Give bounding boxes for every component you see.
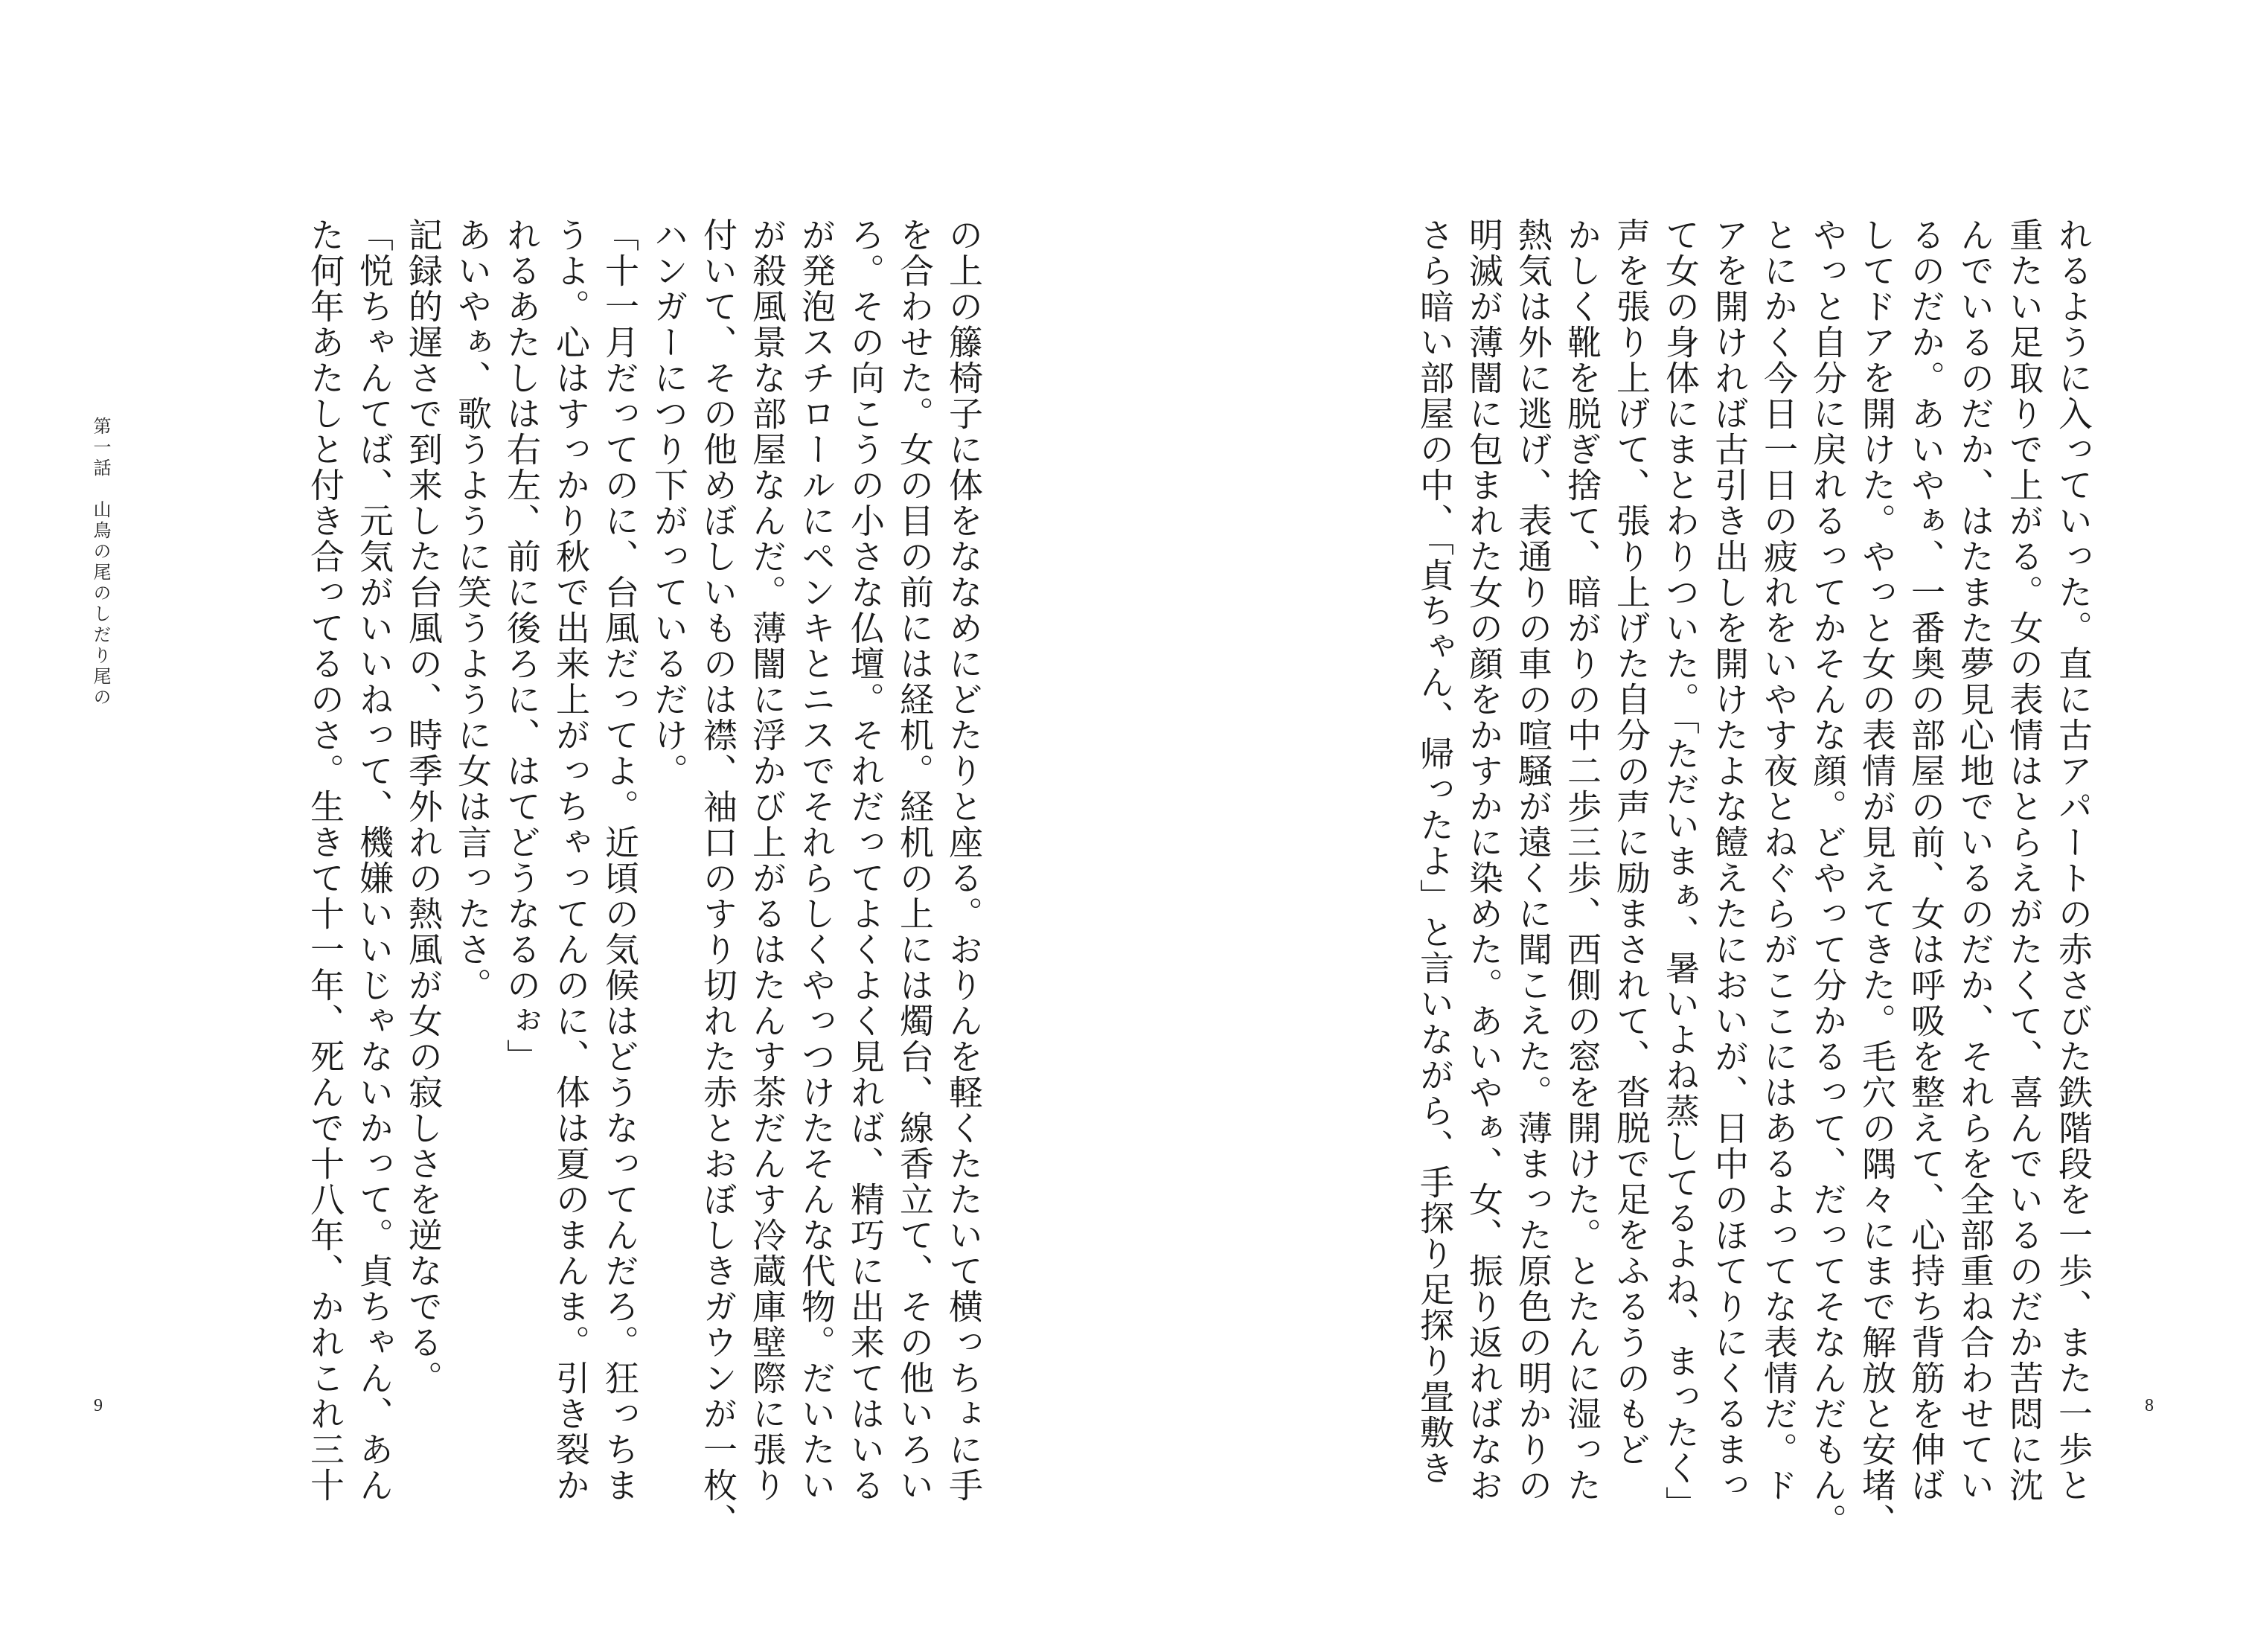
text-column: れるあたしは右左、前に後ろに、はてどうなるのぉ」 bbox=[502, 217, 542, 1075]
text-column: 記録的遅さで到来した台風の、時季外れの熱風が女の寂しさを逆なでる。 bbox=[403, 217, 444, 1396]
text-column: るのだか。あいやぁ、一番奥の部屋の前、女は呼吸を整えて、心持ち背筋を伸ば bbox=[1906, 217, 1946, 1503]
text-column: の上の籐椅子に体をななめにどたりと座る。おりんを軽くたたいて横っちょに手 bbox=[944, 217, 984, 1503]
text-column: かしく靴を脱ぎ捨て、暗がりの中二歩三歩、西側の窓を開けた。とたんに湿った bbox=[1562, 217, 1602, 1503]
text-column: さら暗い部屋の中、「貞ちゃん、帰ったよ」と言いながら、手探り足探り畳敷き bbox=[1415, 217, 1455, 1486]
text-column: あいやぁ、歌うように笑うように女は言ったさ。 bbox=[452, 217, 493, 1003]
text-column: た何年あたしと付き合ってるのさ。生きて十一年、死んで十八年、かれこれ三十 bbox=[305, 217, 345, 1503]
text-column: ろ。その向こうの小さな仏壇。それだってよくよく見れば、精巧に出来てはいる bbox=[845, 217, 886, 1503]
text-column: 明滅が薄闇に包まれた女の顔をかすかに染めた。あいやぁ、女、振り返ればなお bbox=[1464, 217, 1504, 1503]
text-column: ハンガーにつり下がっているだけ。 bbox=[649, 217, 689, 789]
text-column: うよ。心はすっかり秋で出来上がっちゃってんのに、体は夏のまんま。引き裂か bbox=[551, 217, 591, 1503]
left-page-body bbox=[207, 217, 988, 1539]
text-column: 付いて、その他めぼしいものは襟、袖口のすり切れた赤とおぼしきガウンが一枚、 bbox=[698, 217, 738, 1539]
text-column: んでいるのだか、はたまた夢見心地でいるのだか、それらを全部重ね合わせてい bbox=[1955, 217, 1995, 1503]
text-column: が発泡スチロールにペンキとニスでそれらしくやっつけたそんな代物。だいたい bbox=[796, 217, 836, 1503]
text-column: れるように入っていった。直に古アパートの赤さびた鉄階段を一歩、また一歩と bbox=[2053, 217, 2093, 1503]
page-number: 8 bbox=[2145, 1396, 2154, 1415]
text-column: 重たい足取りで上がる。女の表情はとらえがたくて、喜んでいるのだか苦悶に沈 bbox=[2004, 217, 2044, 1503]
text-column: 熱気は外に逃げ、表通りの車の喧騒が遠くに聞こえた。薄まった原色の明かりの bbox=[1513, 217, 1553, 1503]
right-page bbox=[1124, 0, 2249, 1652]
text-column: 声を張り上げて、張り上げた自分の声に励まされて、沓脱で足をふるうのもど bbox=[1611, 217, 1651, 1467]
text-column: が殺風景な部屋なんだ。薄闇に浮かび上がるはたんす茶だんす冷蔵庫壁際に張り bbox=[747, 217, 787, 1503]
left-page bbox=[0, 0, 1124, 1652]
right-page-body bbox=[1317, 217, 2098, 1539]
text-column: て女の身体にまとわりついた。「ただいまぁ、暑いよね蒸してるよね、まったく」 bbox=[1660, 217, 1701, 1522]
text-column: してドアを開けた。やっと女の表情が見えてきた。毛穴の隅々にまで解放と安堵、 bbox=[1857, 217, 1897, 1539]
text-column: とにかく今日一日の疲れをいやす夜とねぐらがここにはあるよってな表情だ。ド bbox=[1759, 217, 1799, 1503]
text-column: やっと自分に戻れるってかそんな顔。どやって分かるって、だってそなんだもん。 bbox=[1808, 217, 1848, 1539]
page-number: 9 bbox=[94, 1396, 103, 1415]
text-column: 「十一月だってのに、台風だってよ。近頃の気候はどうなってんだろ。狂っちま bbox=[600, 217, 640, 1503]
text-column: を合わせた。女の目の前には経机。経机の上には燭台、線香立て、その他いろい bbox=[895, 217, 935, 1503]
text-column: 「悦ちゃんてば、元気がいいねって、機嫌いいじゃないかって。貞ちゃん、あん bbox=[354, 217, 394, 1503]
running-head: 第一話 山鳥の尾のしだり尾の bbox=[90, 417, 111, 708]
text-column: アを開ければ古引き出しを開けたよな饐えたにおいが、日中のほてりにくるまっ bbox=[1709, 217, 1750, 1503]
